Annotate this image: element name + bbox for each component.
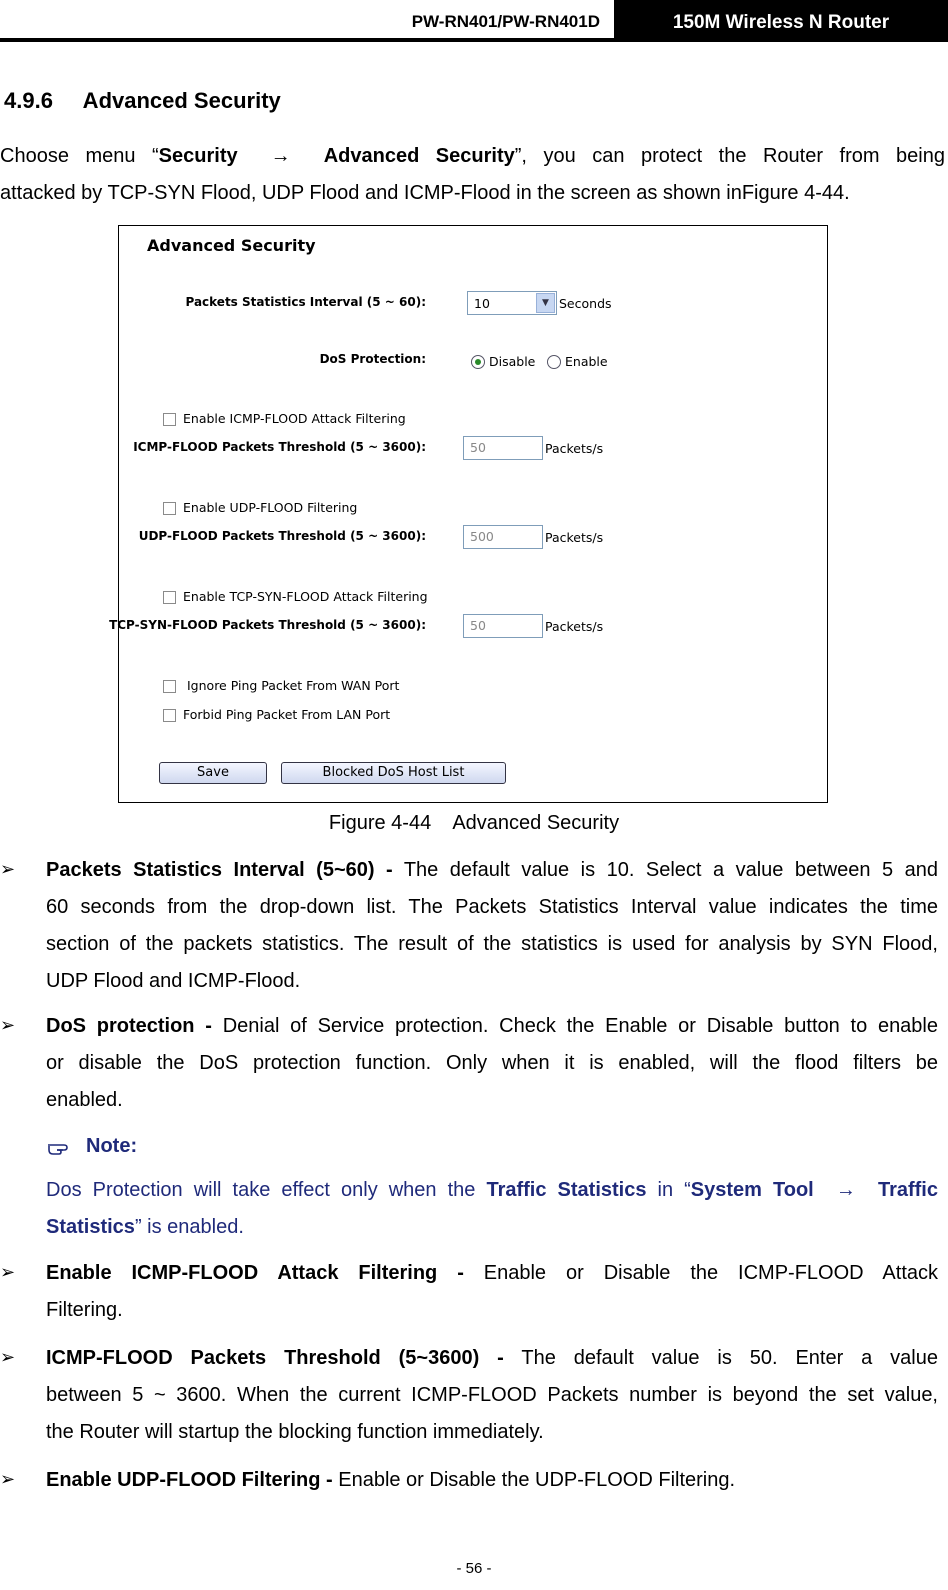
intro-post: ”, you can protect the Router from being [514,145,945,167]
intro-menu-security: Security [158,145,238,167]
udp-threshold-label: UDP-FLOOD Packets Threshold (5 ~ 3600): [138,529,426,543]
icmp-threshold-label: ICMP-FLOOD Packets Threshold (5 ~ 3600): [133,440,426,454]
ignore-ping-label: Ignore Ping Packet From WAN Port [187,678,400,693]
udp-filter-label: Enable UDP-FLOOD Filtering [183,500,358,515]
tcp-filter-label: Enable TCP-SYN-FLOOD Attack Filtering [183,589,428,604]
intro-paragraph [0,138,945,212]
intro-menu-advanced: Advanced Security [323,145,515,167]
note-title: Note: [86,1135,138,1157]
panel-title: Advanced Security [147,236,316,255]
bullet-icon: ➢ [0,1262,16,1282]
ignore-ping-checkbox[interactable] [163,680,176,693]
tcp-threshold-label: TCP-SYN-FLOOD Packets Threshold (5 ~ 3600): [109,618,426,632]
header-product: 150M Wireless N Router [614,0,948,40]
note-text [46,1172,938,1246]
term-dos-protection: DoS protection - [46,1015,212,1037]
seconds-unit: Seconds [559,296,612,311]
intro-line-2: attacked by TCP-SYN Flood, UDP Flood and ICMP-Flood in the screen as shown inFigure 4-44. [0,182,850,204]
bullet-icon: ➢ [0,1469,16,1489]
bullet-packets-interval [46,852,938,1000]
pointing-hand-icon [46,1139,76,1155]
forbid-ping-checkbox[interactable] [163,709,176,722]
dos-enable-label: Enable [565,354,608,369]
tcp-unit: Packets/s [545,619,604,634]
note-traffic: Traffic [877,1179,938,1201]
arrow-icon: → [835,1179,856,1201]
page-number: - 56 - [456,1560,492,1577]
packets-interval-label: Packets Statistics Interval (5 ~ 60): [185,295,426,309]
intro-pre: Choose menu “ [0,145,159,167]
save-button[interactable]: Save [159,762,267,784]
b2-line-2: or disable the DoS protection function. Only when it is enabled, will the flood filters be [46,1052,938,1074]
packets-interval-select[interactable] [467,291,557,315]
figure-caption: Figure 4-44 Advanced Security [328,812,620,834]
icmp-filter-label: Enable ICMP-FLOOD Attack Filtering [183,411,406,426]
radio-selected-dot [475,359,481,365]
forbid-ping-label: Forbid Ping Packet From LAN Port [183,707,391,722]
section-title: 4.9.6 Advanced Security [4,88,281,113]
b1-line-1: The default value is 10. Select a value between 5 and [392,859,938,881]
note-mid: in “ [646,1179,691,1201]
b1-line-3: section of the packets statistics. The result of the statistics is used for analysis by SYN Flood, [46,933,938,955]
b2-line-1: Denial of Service protection. Check the Enable or Disable button to enable [211,1015,938,1037]
b3-line-1: Enable or Disable the ICMP-FLOOD Attack [463,1262,938,1284]
b5-line-1: Enable or Disable the UDP-FLOOD Filtering. [332,1469,736,1491]
term-packets-interval: Packets Statistics Interval (5~60) - [46,859,393,881]
bullet-icmp-threshold [46,1340,938,1451]
term-icmp-threshold: ICMP-FLOOD Packets Threshold (5~3600) - [46,1347,504,1369]
bullet-icon: ➢ [0,1347,16,1367]
bullet-icon: ➢ [0,859,16,879]
note-traffic-statistics: Traffic Statistics [486,1179,647,1201]
arrow-icon: → [270,145,291,167]
udp-unit: Packets/s [545,530,604,545]
note-pre: Dos Protection will take effect only when the [46,1179,487,1201]
bullet-dos-protection [46,1008,938,1119]
b2-line-3: enabled. [46,1089,123,1111]
b1-line-4: UDP Flood and ICMP-Flood. [46,970,301,992]
udp-threshold-input[interactable]: 500 [463,525,543,549]
note-heading [46,1135,137,1158]
bullet-udp-filter [46,1462,938,1499]
advanced-security-screenshot [109,225,828,803]
note-post: ” is enabled. [134,1216,244,1238]
term-udp-filter: Enable UDP-FLOOD Filtering - [46,1469,333,1491]
icmp-threshold-input[interactable]: 50 [463,436,543,460]
icmp-unit: Packets/s [545,441,604,456]
tcp-threshold-input[interactable]: 50 [463,614,543,638]
term-icmp-filter: Enable ICMP-FLOOD Attack Filtering - [46,1262,464,1284]
b4-line-2: between 5 ~ 3600. When the current ICMP-FLOOD Packets number is beyond the set value, [46,1384,938,1406]
b1-line-2: 60 seconds from the drop-down list. The Packets Statistics Interval value indicates the time [46,896,938,918]
b4-line-3: the Router will startup the blocking function immediately. [46,1421,544,1443]
dos-disable-label: Disable [489,354,536,369]
b4-line-1: The default value is 50. Enter a value [503,1347,938,1369]
udp-filter-checkbox[interactable] [163,502,176,515]
note-statistics: Statistics [46,1216,135,1238]
header-model: PW-RN401/PW-RN401D [411,12,600,31]
dos-enable-radio[interactable] [547,355,561,369]
dos-protection-label: DoS Protection: [319,352,426,366]
packets-interval-value: 10 [474,296,490,311]
tcp-filter-checkbox[interactable] [163,591,176,604]
chevron-down-icon[interactable]: ▼ [536,293,555,313]
bullet-icmp-filter [46,1255,938,1329]
icmp-filter-checkbox[interactable] [163,413,176,426]
bullet-icon: ➢ [0,1015,16,1035]
dos-disable-radio[interactable] [471,355,485,369]
note-system-tool: System Tool [690,1179,814,1201]
b3-line-2: Filtering. [46,1299,123,1321]
header-rule [0,38,948,42]
page-header [0,0,948,42]
intro-line-1 [0,138,945,175]
blocked-host-list-button[interactable]: Blocked DoS Host List [281,762,506,784]
